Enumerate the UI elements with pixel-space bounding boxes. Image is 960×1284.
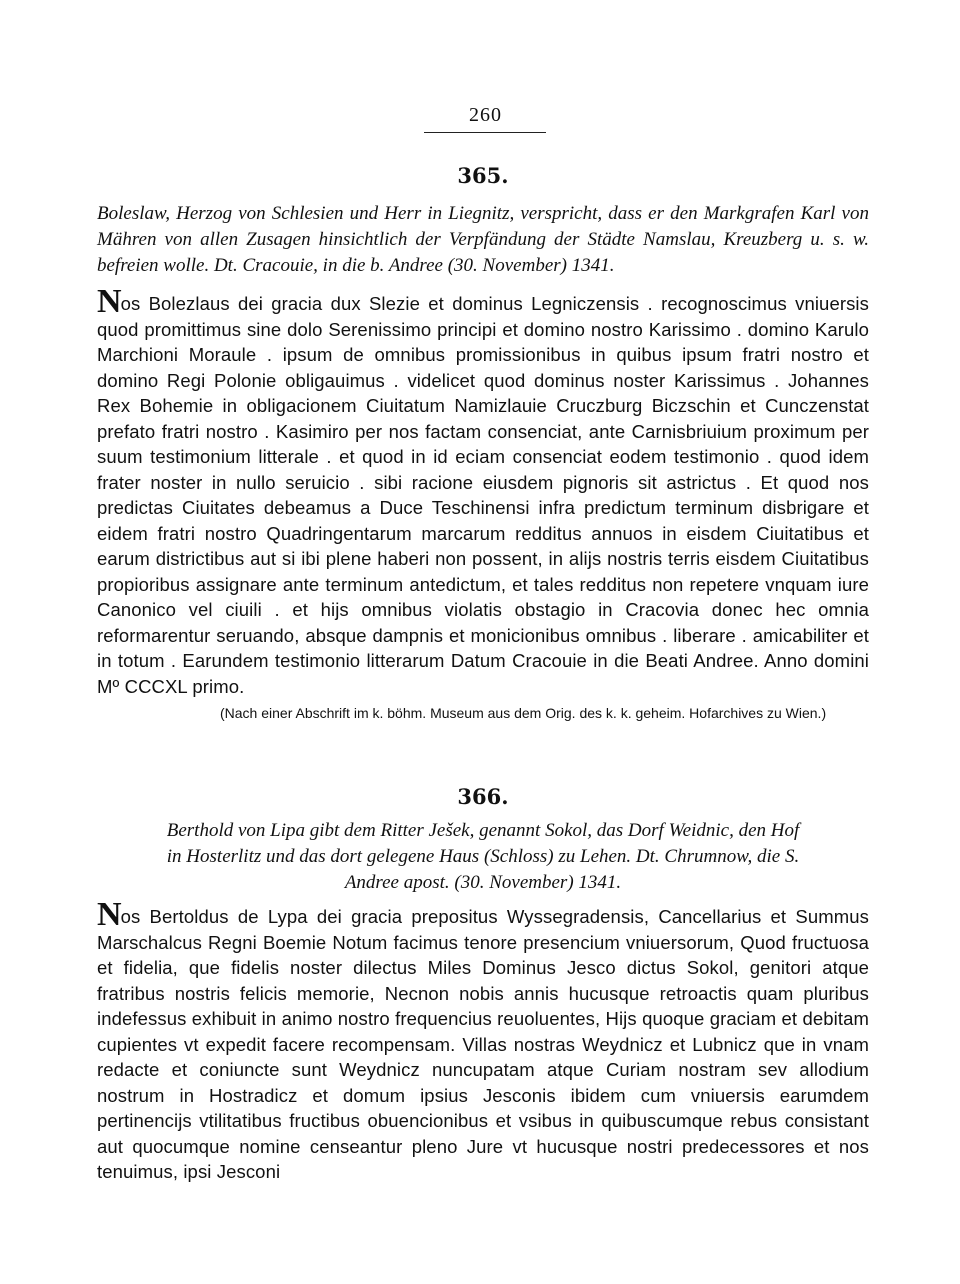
summary-line: Berthold von Lipa gibt dem Ritter Ješek, genannt Sokol, das Dorf Weidnic, den Hof [166,820,800,841]
document-text-body: os Bertoldus de Lypa dei gracia prepositus Wyssegradensis, Cancellarius et Summus Marschalcus Regni Boemie Notum facimus tenore presencium vniuersorum, Quod fructuosa et fidelia, que fidelis noster dilectus Miles Dominus Jesco dictus Sokol, genitori atque fratribus nostris felicis memorie, Necnon nobis annis hucusque retroactis quam pluribus indefessus exhibuit in animo nostro frequencius reuoluentes, Hijs quoque graciam et debitam cupientes vt expedit facere recompensam. Villas nostras Weydnicz et Lubnicz que in vnam redacte et coniuncte sunt Weydnicz nuncupatam atque Curiam nostram sev allodium nostrum in Hostradicz et domum ipsius Jesconis ibidem cum vniuersis earumdem pertinencijs vtilitatibus fructibus obuencionibus et vsibus in quibuscumque rebus consistant aut quocumque nomine censeantur pleno Jure vt hucusque nostri predecessores et nos tenuimus, ipsi Jesconi [97,906,869,1182]
document-summary: Boleslaw, Herzog von Schlesien und Herr in Liegnitz, verspricht, dass er den Markgrafen Karl von Mähren von allen Zusagen hinsichtlich der Verpfändung der Städte Namslau, Kreuzberg u. s. w. befreien wolle. Dt. Cracouie, in die b. Andree (30. November) 1341. [97,203,869,276]
document-text-body: os Bolezlaus dei gracia dux Slezie et dominus Legniczensis . recognoscimus vniuersis quod promittimus sine dolo Serenissimo principi et domino nostro Karissimo . domino Karulo Marchioni Moraule . ipsum de omnibus promissionibus in quibus ipsum fratri nostro et domino Regi Polonie obligauimus . videlicet quod dominus noster Karissimus . Johannes Rex Bohemie in obligacionem Ciuitatum Namizlauie Cruczburg Biczschin et Cunczenstat prefato fratri nostro . Kasimiro per nos factam consenciat, ante Carnisbriuium proximum per suum testimonium litterale . et quod in id eciam consenciat eodem testimonio . quod idem frater noster in nullo seruicio . sibi racione eiusdem pignoris sit astrictus . Et quod nos predictas Ciuitates debeamus a Duce Teschinensi infra predictum terminum disbrigare et eidem fratri nostro Quadringentarum marcarum redditus annuos in eisdem Ciuitatibus et earum districtibus aut si ibi plene haberi non possent, in alijs nostris terris eisdem Ciuitatibus propioribus assignare ante terminum antedictum, et tales redditus non repetere vnquam iure Canonico vel ciuili . et hijs omnibus violatis obstagio in Cracovia donec hec omnia reformarentur seruando, absque dampnis et monicionibus omnibus . liberare . amicabiliter et in totum . Earundem testimonio litterarum Datum Cracouie in die Beati Andree. Anno domini Mº CCCXL primo. [97,293,869,697]
initial-letter: N [97,896,121,933]
page-number: 260 [469,104,502,126]
initial-letter: N [97,283,121,320]
source-note: (Nach einer Abschrift im k. böhm. Museum aus dem Orig. des k. k. geheim. Hofarchives zu Wien.) [220,705,827,721]
summary-line: Andree apost. (30. November) 1341. [344,872,622,893]
document-number: 366. [457,784,509,809]
document-summary [97,818,869,896]
document-number: 365. [457,163,509,188]
document-text [97,283,869,699]
header-rule [424,132,546,133]
summary-line: in Hosterlitz und das dort gelegene Haus (Schloss) zu Lehen. Dt. Chrumnow, die S. [166,846,800,867]
document-text [97,896,869,1185]
